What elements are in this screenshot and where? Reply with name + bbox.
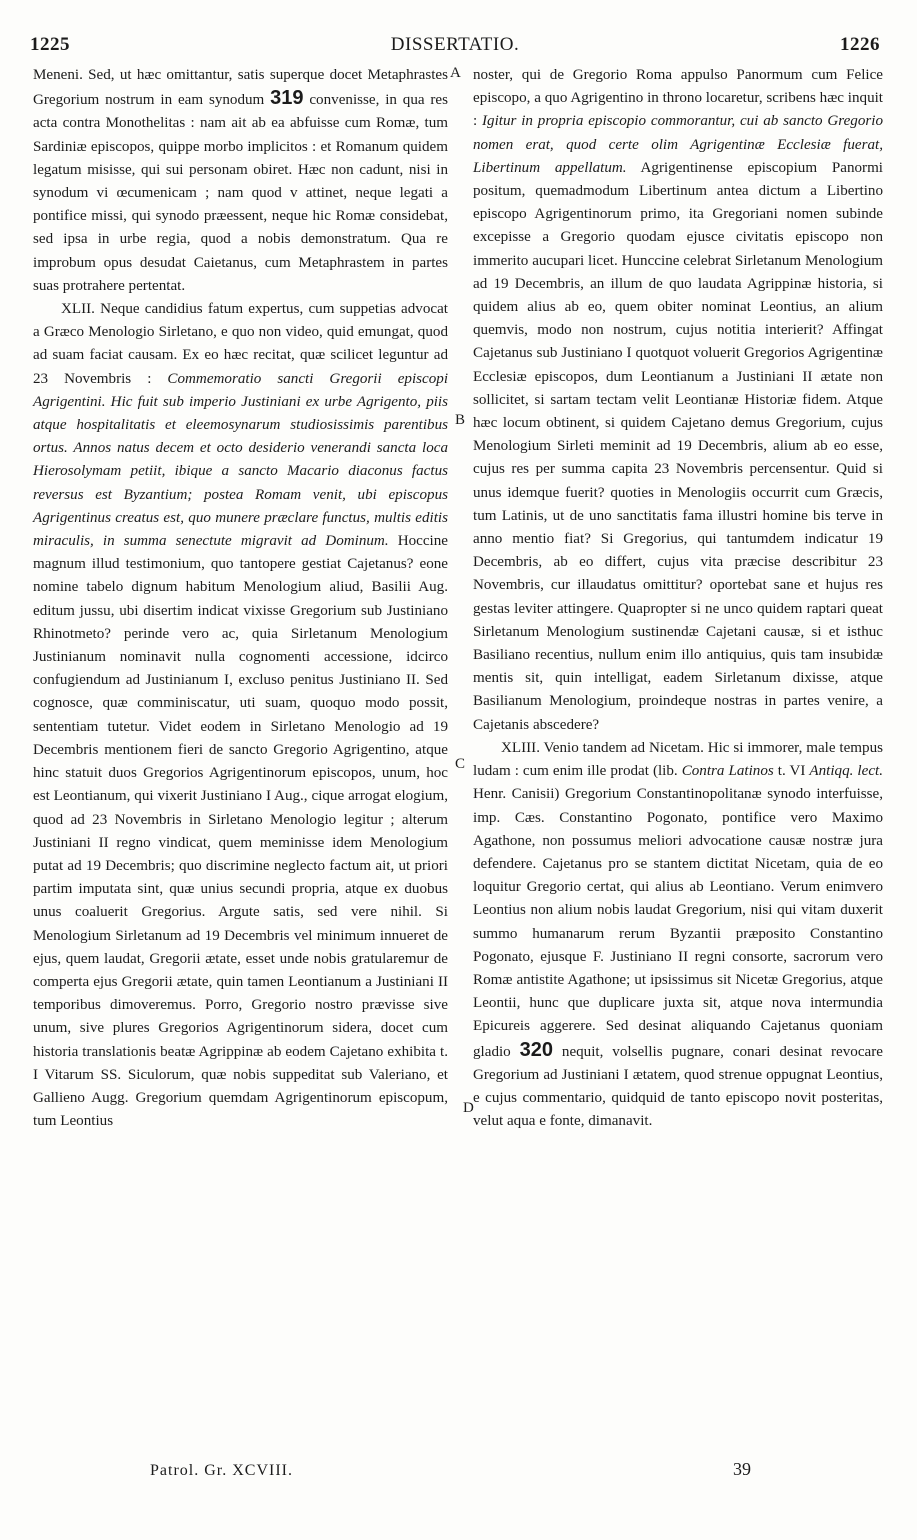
right-p2-work-title: Contra Latinos [681,763,774,780]
page-header [30,34,880,60]
right-p2-text-mid: t. VI [773,763,810,780]
right-paragraph-1 [473,64,883,737]
margin-letter-d: D [463,1100,474,1116]
right-column [473,64,883,1133]
left-p2-text-a: XLII. Neque candidius fatum expertus, cum suppetias advocat a Græco Menologio Sirletano, e quo non video, quid emungat, quod ad suam faciat causam. Ex eo hæc recitat, quæ scilicet leguntur ad 23 Novembris : [33,301,448,387]
right-p1-text-b: Agrigentinense episcopium Panormi positum, quemadmodum Libertinum antea dictum a Libertino episcopo Agrigentinorum primo, ita Gregoriani nomen subinde excepisse a Gregorio quodam ejusce civitatis episcopo non immerito aucupari licet. Hunccine celebrat Sirletanum Menologium ad 19 Decembris, an illum de quo laudata Agrippinæ historia, si quidem alius ab eo, quem obiter nominat Leontius, an alium quemvis, modo non nostrum, cujus notitia interierit? Affingat Cajetanus sub Justiniano I quotquot voluerit Gregorios Agrigentinæ Ecclesiæ episcopos, dum Leontianum a Justiniani II ætate non sollicitet, si sartam tectam velit Leontianæ Historiæ fidem. Atque hæc locum obtinent, si quidem Cajetano demus Gregorium, cujus Menologium Sirleti meminit ad 19 Decembris, alium ab eo esse, cujus res per summa capita 23 Novembris percensentur. Quid si unus idemque fuerit? quoties in Menologiis occurrit cum Græcis, tum Latinis, ut de uno sanctitatis fama illustri homine bis terve in anno mentio fiat? Si Gregorius, qui tantumdem indicatur 19 Decembris, ab eo differt, cujus vita præcise describitur 23 Novembris, cur illaudatus omittitur? oportebat sane et hujus res gestas leviter attingere. Quapropter si ne unco quidem raptari queat Sirletanum Menologium sustinendæ Cajetani causæ, si et isthuc Basiliano recentius, nullum enim illo antiquius, quis tam insubidæ mentis sit, quin intelligat, eadem Sirletanum dixisse, atque Basilianum Menologium, proindeque nostras in partes venire, a Cajetanis abscedere? [473,159,883,733]
margin-letter-b: B [455,412,466,428]
right-p2-text-c: nequit, volsellis pugnare, conari desinat revocare Gregorium ad Justiniani I ætatem, quod strenue oppugnat Leontius, e cujus commentario, quidquid de tanto episcopo novit posteritas, velut aqua e fonte, dimanavit. [473,1043,883,1130]
right-p2-text-a: XLIII. Venio tandem ad Nicetam. Hic si immorer, male tempus ludam : cum enim ille prodat (lib. [473,739,883,780]
left-p2-text-b: Hoccine magnum illud testimonium, quo tantopere gestiat Cajetanus? eone nomine tabelo dignum habitum Menologium aliud, Basilii Aug. editum jussu, ubi disertim indicat vixisse Gregorium sub Justiniano Rhinotmeto? perinde vero ac, quia Sirletanum Menologium Justinianum nominavit nulla cognomenti accessione, idcirco confugiendum ad Justinianum I, excluso penitus Justiniano II. Sed cognosce, quæ comminiscatur, uti suam, quoquo modo possit, sententiam tutetur. Videt eodem in Sirletano Menologio ad 19 Decembris mentionem fieri de sancto Gregorio Agrigentino, atque hinc statuit duos Gregorios Agrigentinorum episcopos, unum, hoc est Leontianum, qui vixerit Justiniano I Aug., cique arrogat elogium, quod ad 23 Novembris in Sirletano Menologio legitur ; alterum Justiniani II regno vindicat, quem meminisse idem Menologium putat ad 19 Decembris; quo discrimine neglecto factum ait, ut priori partim imputata sint, quæ unius secundi propria, atque ex duobus unus coaluerit Gregorius. Argute satis, sed vere nihil. Si Menologium Sirletanum ad 19 Decembris vel minimum innueret de ejus, quem laudat, Gregorii ætate, esset unde nobis gratularemur de comperta ejus Gregorii ætate, quin tamen Leontianum a Justiniani II temporibus dimoveremus. Porro, Gregorio nostro prævisse sive unum, sive plures Gregorios Agrigentinorum sidera, docet cum historia translationis beatæ Agrippinæ ab eodem Cajetano exhibita t. I Vitarum SS. Siculorum, quæ nobis suppeditat sub Valeriano, et Gallieno Augg. Gregorium quemdam Agrigentinorum episcopum, tum Leontius [33,533,448,1130]
left-paragraph-2 [33,298,448,1133]
left-p1-text-a: Meneni. Sed, ut hæc omittantur, satis superque docet Metaphrastes Gregorium nostrum in eam synodum [33,67,448,109]
margin-letter-a: A [450,65,461,81]
right-page-number: 1226 [840,34,880,55]
left-p2-quotation: Commemoratio sancti Gregorii episcopi Agrigentini. Hic fuit sub imperio Justiniani ex urbe Agrigento, piis atque hospitalitatis et eleemosynarum studiosissimis parentibus ortus. Annos natus decem et octo desiderio venerandi sancta loca Hierosolymam petiit, ibique a sancto Macario diaconus factus reversus est Byzantium; postea Romam venit, ubi episcopus Agrigentinus creatus est, quo munere præclare functus, multis editis miraculis, in summa senectute migravit ad Dominum. [33,370,449,550]
right-p1-quotation: Igitur in propria episcopio commorantur, cui ab sancto Gregorio nomen erat, quod certe olim Agrigentinæ Ecclesiæ fuerat, Libertinum appellatum. [473,113,884,176]
left-column [33,64,448,1133]
running-title: DISSERTATIO. [390,34,520,55]
margin-letter-c: C [455,756,466,772]
right-p2-collection-title: Antiqq. lect. [809,763,883,780]
marginal-number-319: 319 [270,87,304,110]
footer-volume-signature: Patrol. Gr. XCVIII. [150,1462,293,1479]
left-p1-text-b: convenisse, in qua res acta contra Monothelitas : nam ait ab ea abfuisse cum Romæ, tum Sardiniæ episcopos, quippe morbo implicitos : et Romanum quidem legatum misisse, qui sui personam obiret. Hæc non cadunt, nisi in synodum vi œcumenicam ; nam quod v attinet, neque legati a pontifice missi, qui synodo præessent, neque hic Romæ considebat, sed ipsa in urbe regia, quod a nobis demonstratum. Qua re improbum opus desudat Caietanus, cum Metaphrastem in partes suas protrahere pertentat. [33,92,449,294]
right-p2-text-b: Henr. Canisii) Gregorium Constantinopolitanæ synodo interfuisse, imp. Cæs. Constantino Pogonato, pontifice vero Maximo Agathone, non possumus meliori advocatione causæ nostræ jura defendere. Cajetanus pro se stantem dictitat Nicetam, quia de eo loquitur Gregorio certat, qui alius ab Leontiano. Verum enimvero Leontius non alium nobis laudat Gregorium, nisi qui vitam duxerit summo humanarum rerum Byzantii præposito Constantino Pogonato, ejusque F. Justiniano II regni consorte, sacrorum vero Romæ antistite Agathone; ut ipsissimus sit Nicetæ Gregorius, atque Leontii, hunc que duplicare juxta sit, atque nova intermundia Epicureis aggerere. Sed desinat aliquando Cajetanus quoniam gladio [473,786,883,1060]
right-p1-text-a: noster, qui de Gregorio Roma appulso Panormum cum Felice episcopo, a quo Agrigentino in throno locaretur, scribens hæc inquit : [473,67,883,130]
marginal-number-320: 320 [519,1038,553,1061]
right-paragraph-2 [473,737,883,1133]
footer-sheet-number: 39 [733,1459,751,1479]
left-paragraph-1 [33,64,448,298]
left-page-number: 1225 [30,34,70,55]
